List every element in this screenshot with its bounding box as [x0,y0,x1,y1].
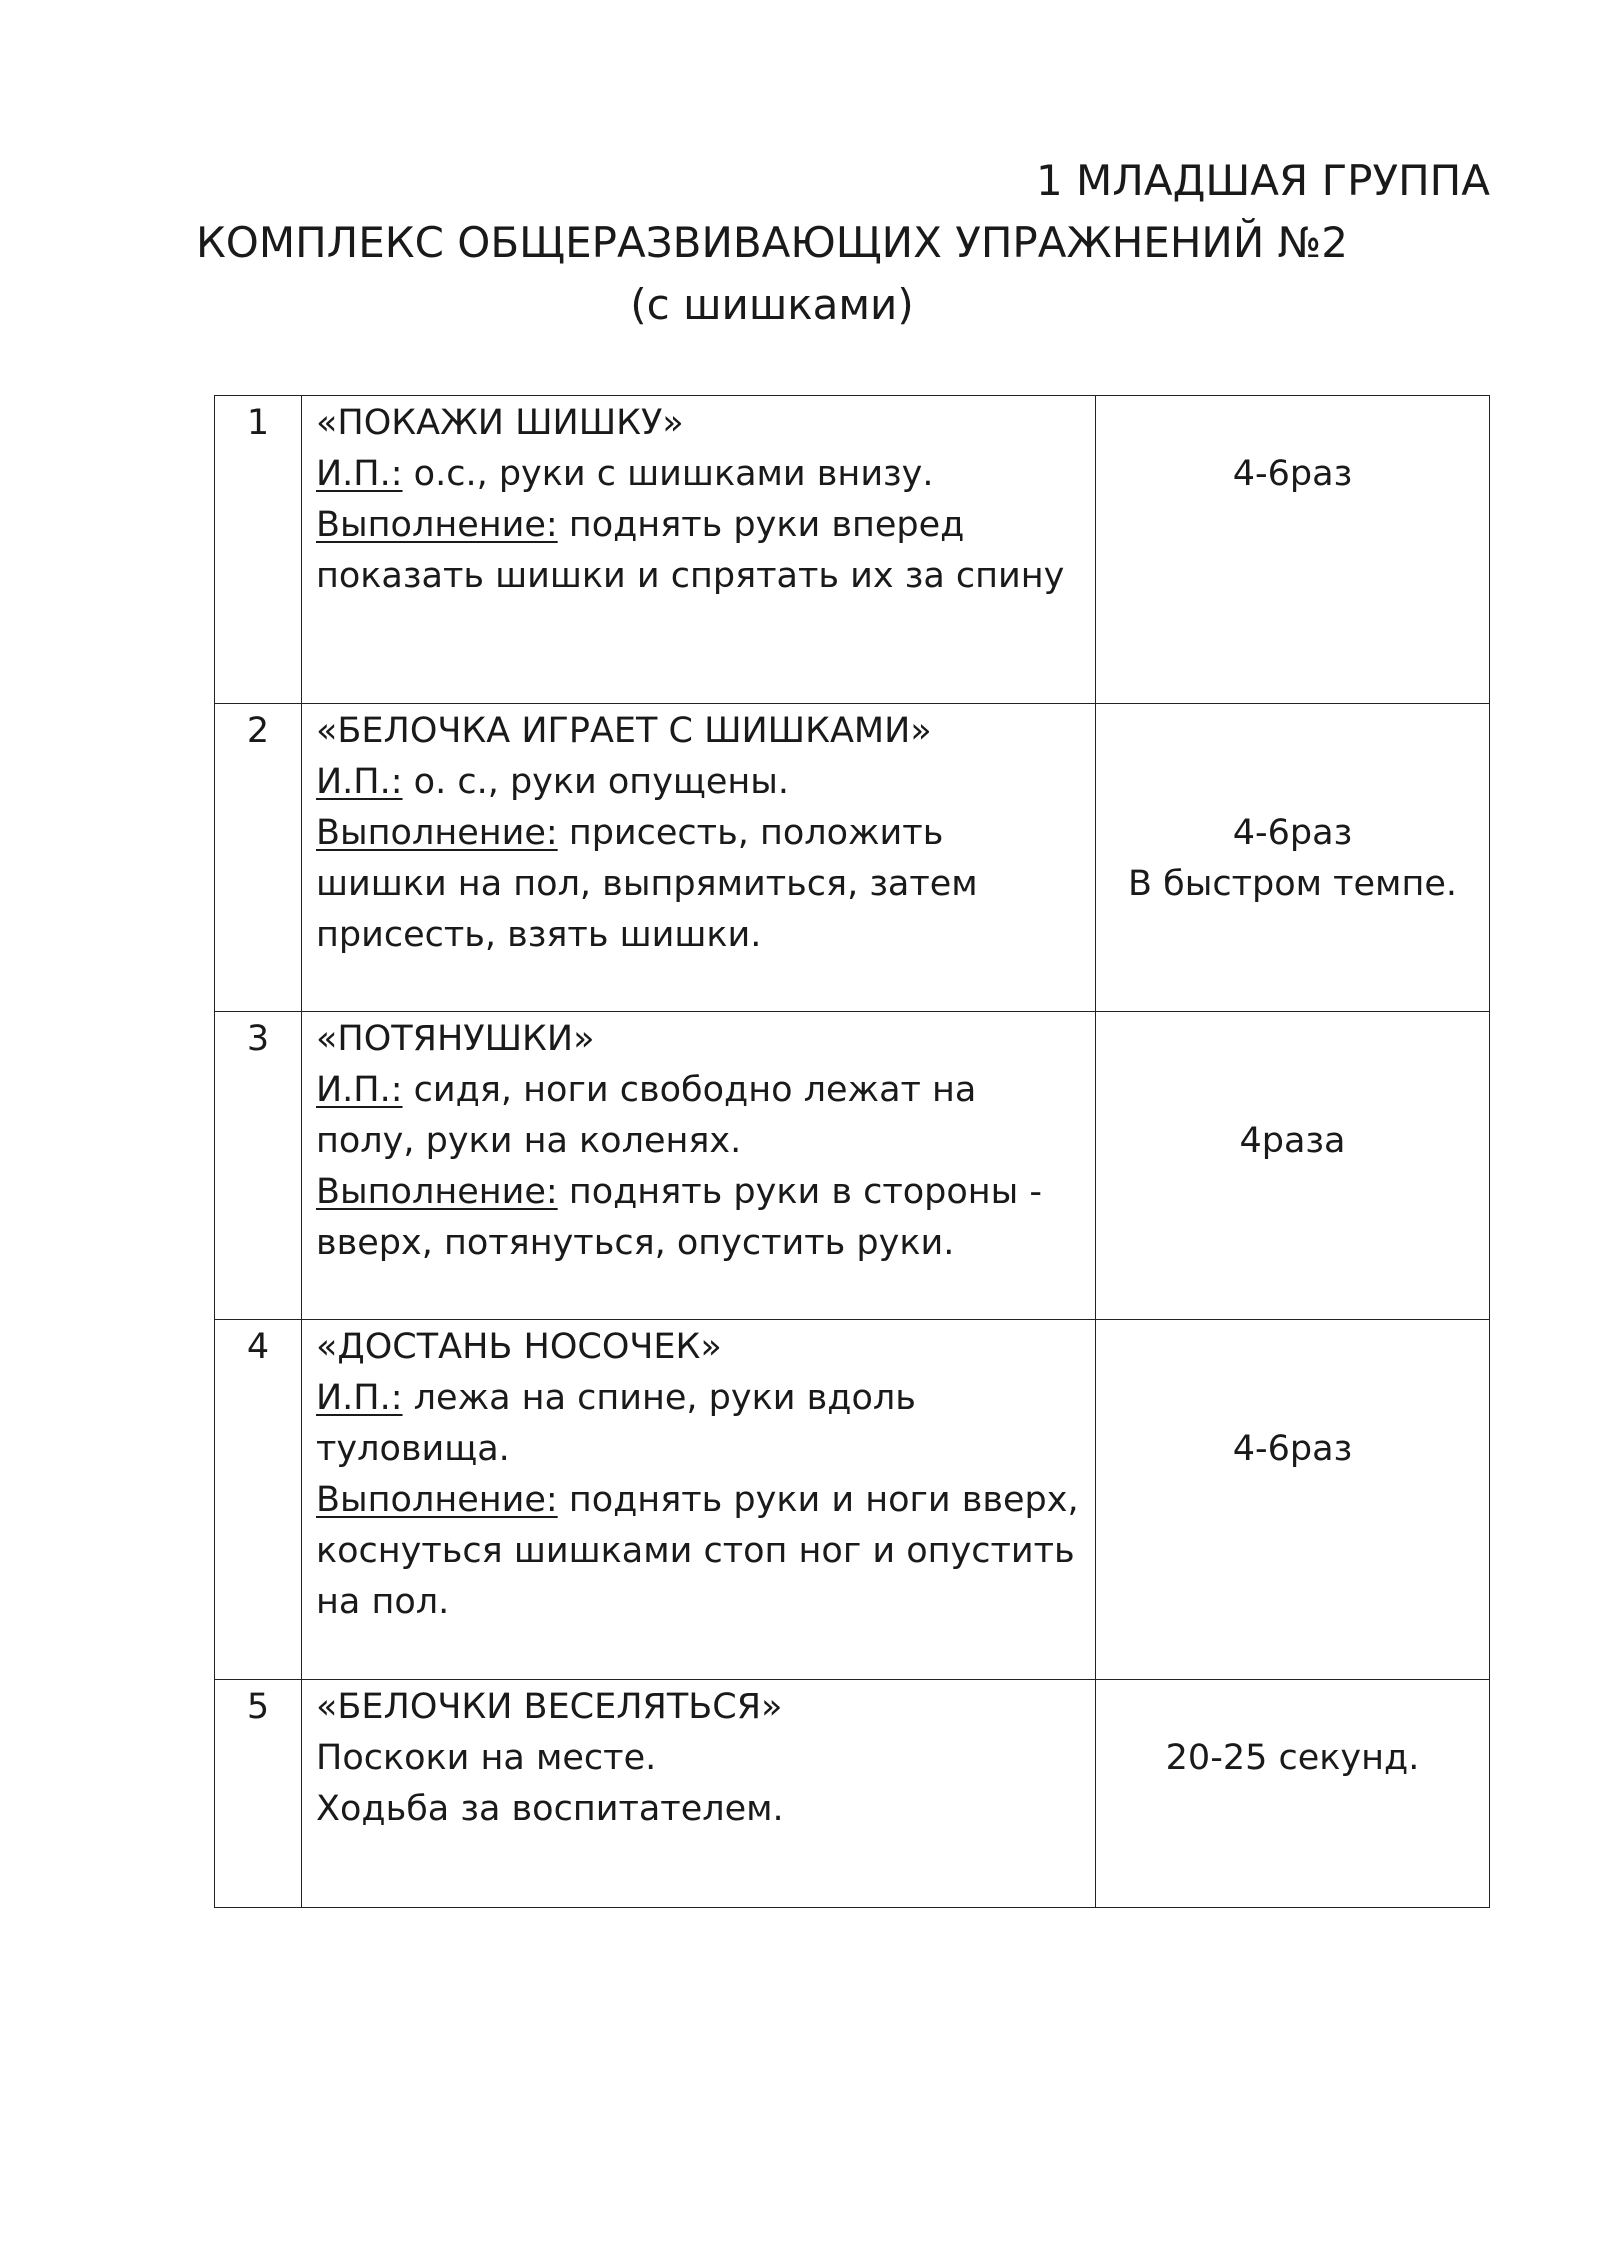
starting-position [316,1373,1081,1475]
exercise-dose [1096,1012,1490,1320]
exercise-description [302,1680,1096,1908]
execution [316,500,1081,602]
table-row [215,704,1490,1012]
exercise-description [302,1012,1096,1320]
group-title: 1 МЛАДШАЯ ГРУППА [1035,156,1490,205]
starting-position [316,757,1081,808]
exercise-title: «БЕЛОЧКА ИГРАЕТ С ШИШКАМИ» [316,711,932,751]
exercise-title: «ПОКАЖИ ШИШКУ» [316,403,684,443]
dose-count: 4-6раз [1232,1429,1353,1469]
execution [316,808,1081,961]
execution-text: поднять руки в стороны - вверх, потянуться, опустить руки. [316,1172,1043,1263]
execution-label: Выполнение: [316,505,558,545]
dose-count: 4раза [1239,1121,1346,1161]
exercises-table [214,395,1490,1908]
ip-label: И.П.: [316,1378,403,1418]
execution-text: поднять руки вперед показать шишки и спрятать их за спину [316,505,1065,596]
execution [316,1475,1081,1628]
exercise-title: «БЕЛОЧКИ ВЕСЕЛЯТЬСЯ» [316,1687,783,1727]
starting-position [316,449,1081,500]
exercise-title: «ПОТЯНУШКИ» [316,1019,595,1059]
complex-title: КОМПЛЕКС ОБЩЕРАЗВИВАЮЩИХ УПРАЖНЕНИЙ №2 [195,218,1348,267]
dose-note: В быстром темпе. [1127,864,1457,904]
document-header [195,150,1490,336]
exercise-description [302,704,1096,1012]
dose-count: 20-25 секунд. [1165,1738,1420,1778]
execution-label: Выполнение: [316,813,558,853]
exercise-number: 3 [215,1012,302,1320]
exercise-number: 1 [215,396,302,704]
execution [316,1167,1081,1269]
execution-text: поднять руки и ноги вверх, коснуться шишками стоп ног и опустить на пол. [316,1480,1079,1622]
ip-text: сидя, ноги свободно лежат на полу, руки на коленях. [316,1070,977,1161]
execution-label: Выполнение: [316,1172,558,1212]
exercise-line: Поскоки на месте. [316,1738,657,1778]
exercise-dose [1096,396,1490,704]
table-row [215,396,1490,704]
ip-text: лежа на спине, руки вдоль туловища. [316,1378,916,1469]
exercise-line: Ходьба за воспитателем. [316,1789,784,1829]
table-row [215,1012,1490,1320]
starting-position [316,1065,1081,1167]
exercise-description [302,396,1096,704]
exercise-dose [1096,1320,1490,1680]
exercise-number: 5 [215,1680,302,1908]
execution-text: присесть, положить шишки на пол, выпрямиться, затем присесть, взять шишки. [316,813,978,955]
ip-label: И.П.: [316,762,403,802]
exercise-dose [1096,1680,1490,1908]
exercise-dose [1096,704,1490,1012]
ip-label: И.П.: [316,1070,403,1110]
dose-count: 4-6раз [1232,454,1353,494]
exercise-number: 2 [215,704,302,1012]
ip-label: И.П.: [316,454,403,494]
ip-text: о.с., руки с шишками внизу. [402,454,934,494]
ip-text: о. с., руки опущены. [402,762,790,802]
exercise-number: 4 [215,1320,302,1680]
dose-count: 4-6раз [1232,813,1353,853]
exercise-description [302,1320,1096,1680]
complex-subtitle: (с шишками) [630,280,914,329]
execution-label: Выполнение: [316,1480,558,1520]
exercise-title: «ДОСТАНЬ НОСОЧЕК» [316,1327,722,1367]
table-row [215,1680,1490,1908]
table-row [215,1320,1490,1680]
